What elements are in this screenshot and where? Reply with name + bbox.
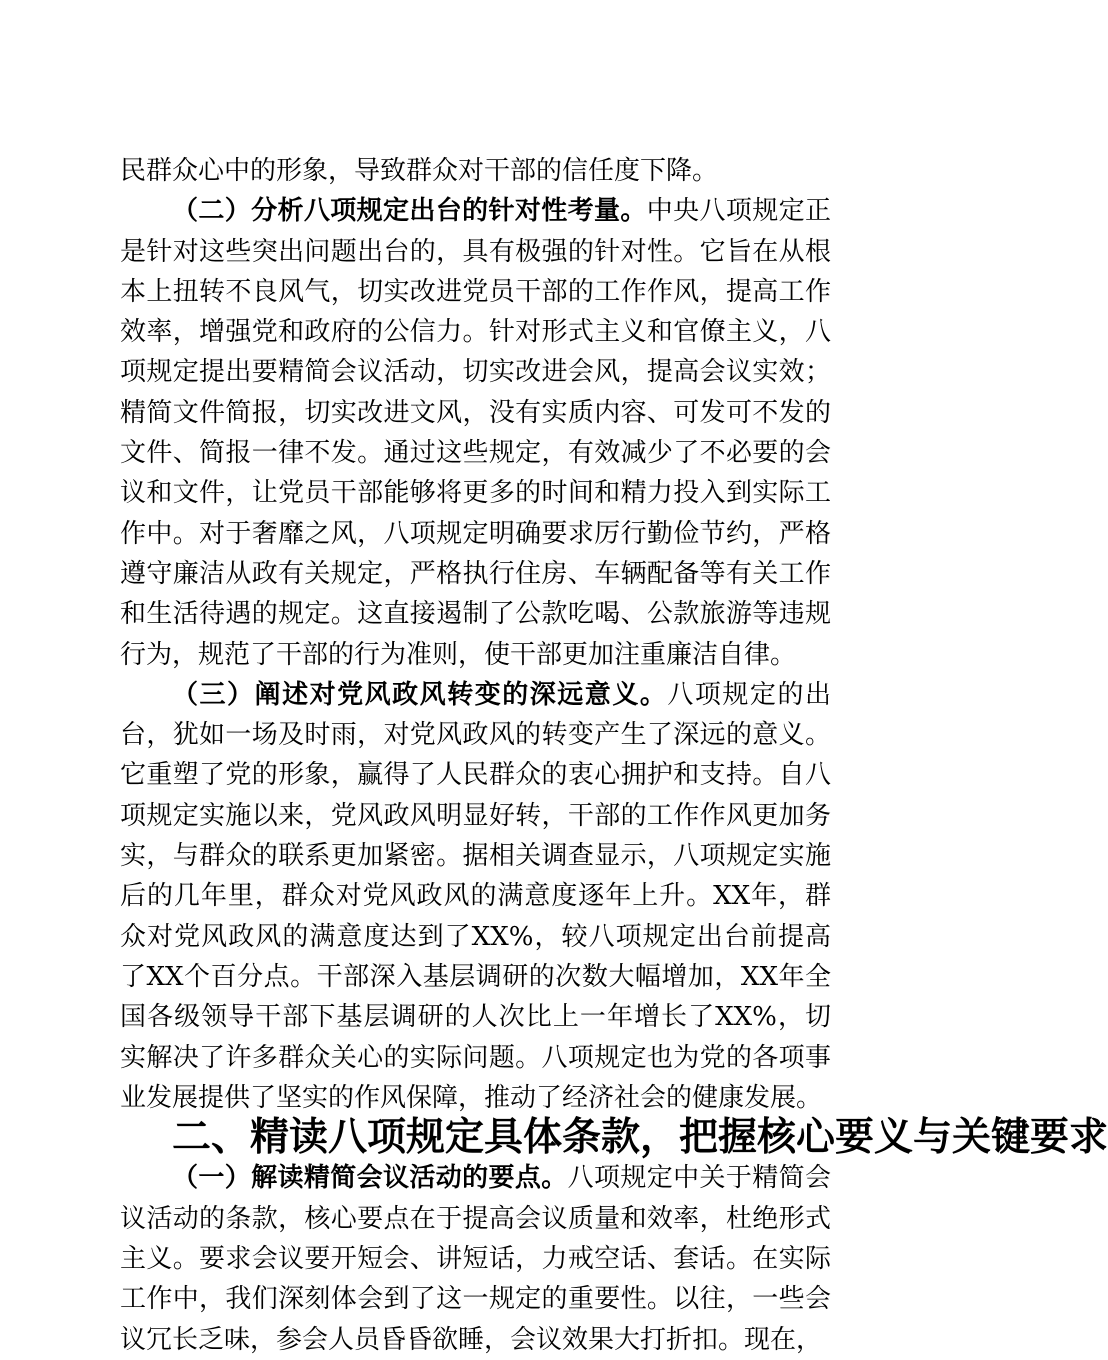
document-page	[120, 151, 1108, 1360]
paragraph-lead-heading: （三）阐述对党风政风转变的深远意义。	[172, 679, 668, 710]
paragraph-profound-significance	[120, 675, 831, 1118]
paragraph-continuation	[120, 151, 831, 191]
paragraph-text: 民群众心中的形象，导致群众对干部的信任度下降。	[120, 156, 719, 186]
paragraph-text: 中央八项规定正是针对这些突出问题出台的，具有极强的针对性。它旨在从根本上扭转不良风气，切实改进党员干部的工作作风，提高工作效率，增强党和政府的公信力。针对形式主义和官僚主义，八项规定提出要精简会议活动，切实改进会风，提高会议实效；精简文件简报，切实改进文风，没有实质内容、可发可不发的文件、简报一律不发。通过这些规定，有效减少了不必要的会议和文件，让党员干部能够将更多的时间和精力投入到实际工作中。对于奢靡之风，八项规定明确要求厉行勤俭节约，严格遵守廉洁从政有关规定，严格执行住房、车辆配备等有关工作和生活待遇的规定。这直接遏制了公款吃喝、公款旅游等违规行为，规范了干部的行为准则，使干部更加注重廉洁自律。	[120, 196, 831, 670]
paragraph-text: 八项规定的出台，犹如一场及时雨，对党风政风的转变产生了深远的意义。它重塑了党的形象，赢得了人民群众的衷心拥护和支持。自八项规定实施以来，党风政风明显好转，干部的工作作风更加务实，与群众的联系更加紧密。据相关调查显示，八项规定实施后的几年里，群众对党风政风的满意度逐年上升。XX年，群众对党风政风的满意度达到了XX%，较八项规定出台前提高了XX个百分点。干部深入基层调研的次数大幅增加，XX年全国各级领导干部下基层调研的人次比上一年增长了XX%，切实解决了许多群众关心的实际问题。八项规定也为党的各项事业发展提供了坚实的作风保障，推动了经济社会的健康发展。	[120, 679, 831, 1113]
paragraph-meeting-streamlining	[120, 1158, 831, 1359]
paragraph-targeted-considerations	[120, 191, 831, 675]
paragraph-lead-heading: （二）分析八项规定出台的针对性考量。	[172, 196, 647, 227]
paragraph-lead-heading: （一）解读精简会议活动的要点。	[172, 1163, 568, 1194]
section-heading: 二、精读八项规定具体条款，把握核心要义与关键要求	[172, 1115, 1108, 1161]
paragraph-text: 八项规定中关于精简会议活动的条款，核心要点在于提高会议质量和效率，杜绝形式主义。要求会议要开短会、讲短话，力戒空话、套话。在实际工作中，我们深刻体会到了这一规定的重要性。以往，一些会议冗长乏味，参会人员昏昏欲睡，会议效果大打折扣。现在，	[120, 1163, 831, 1355]
